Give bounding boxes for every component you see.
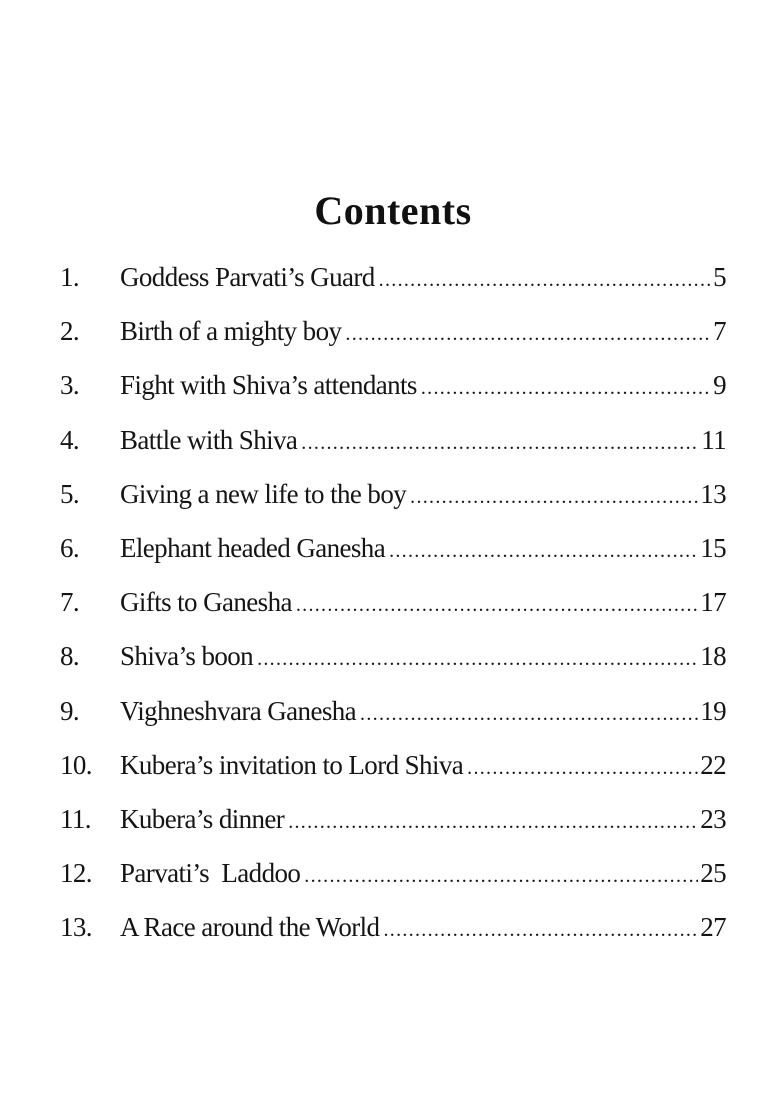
toc-entry [60, 425, 726, 479]
entry-title: Elephant headed Ganesha [120, 532, 386, 563]
entry-page: 17 [700, 587, 726, 618]
page-title: Contents [314, 187, 472, 233]
entry-page: 15 [700, 532, 726, 563]
entry-number: 7. [60, 587, 80, 618]
dot-leader [379, 269, 711, 292]
toc-entry [60, 316, 726, 370]
dot-leader [383, 919, 698, 942]
entry-page: 27 [700, 912, 726, 943]
dot-leader [360, 703, 698, 726]
entry-page: 13 [700, 478, 726, 509]
dot-leader [389, 540, 698, 563]
toc-entry [60, 858, 726, 912]
toc-entry [60, 587, 726, 641]
dot-leader [467, 757, 698, 780]
entry-page: 25 [700, 858, 726, 889]
entry-page: 7 [713, 316, 726, 347]
toc-entry [60, 262, 726, 316]
entry-title: Kubera’s invitation to Lord Shiva [120, 749, 464, 780]
toc-entry [60, 370, 726, 424]
toc-entry [60, 641, 726, 695]
entry-number: 4. [60, 424, 80, 455]
entry-title: Battle with Shiva [120, 424, 298, 455]
dot-leader [421, 377, 711, 400]
toc-entry [60, 912, 726, 966]
entry-page: 11 [701, 424, 726, 455]
entry-number: 6. [60, 532, 80, 563]
toc-entry [60, 479, 726, 533]
entry-number: 10. [60, 749, 92, 780]
entry-number: 5. [60, 478, 80, 509]
toc-entry [60, 533, 726, 587]
entry-page: 22 [700, 749, 726, 780]
entry-page: 5 [713, 262, 726, 292]
entry-number: 9. [60, 695, 80, 726]
entry-page: 9 [713, 370, 726, 401]
table-of-contents [60, 262, 726, 966]
entry-page: 18 [700, 641, 726, 672]
entry-title: Kubera’s dinner [120, 803, 285, 834]
entry-number: 11. [60, 803, 91, 834]
dot-leader [257, 648, 698, 671]
dot-leader [304, 865, 698, 888]
entry-number: 8. [60, 641, 80, 672]
dot-leader [410, 486, 698, 509]
dot-leader [301, 432, 699, 455]
entry-title: Fight with Shiva’s attendants [120, 370, 417, 401]
dot-leader [296, 594, 698, 617]
entry-title: A Race around the World [120, 912, 380, 943]
entry-title: Gifts to Ganesha [120, 587, 292, 618]
entry-number: 3. [60, 370, 80, 401]
entry-page: 23 [700, 803, 726, 834]
entry-number: 13. [60, 912, 92, 943]
entry-title: Giving a new life to the boy [120, 478, 407, 509]
toc-entry [60, 750, 726, 804]
entry-title: Goddess Parvati’s Guard [120, 262, 375, 292]
entry-page: 19 [700, 695, 726, 726]
entry-title: Birth of a mighty boy [120, 316, 342, 347]
entry-number: 12. [60, 858, 92, 889]
toc-entry [60, 804, 726, 858]
entry-title: Vighneshvara Ganesha [120, 695, 357, 726]
entry-number: 1. [60, 262, 80, 292]
entry-number: 2. [60, 316, 80, 347]
dot-leader [345, 323, 711, 346]
entry-title: Parvati’s Laddoo [120, 858, 301, 889]
dot-leader [288, 811, 698, 834]
toc-entry [60, 696, 726, 750]
entry-title: Shiva’s boon [120, 641, 254, 672]
